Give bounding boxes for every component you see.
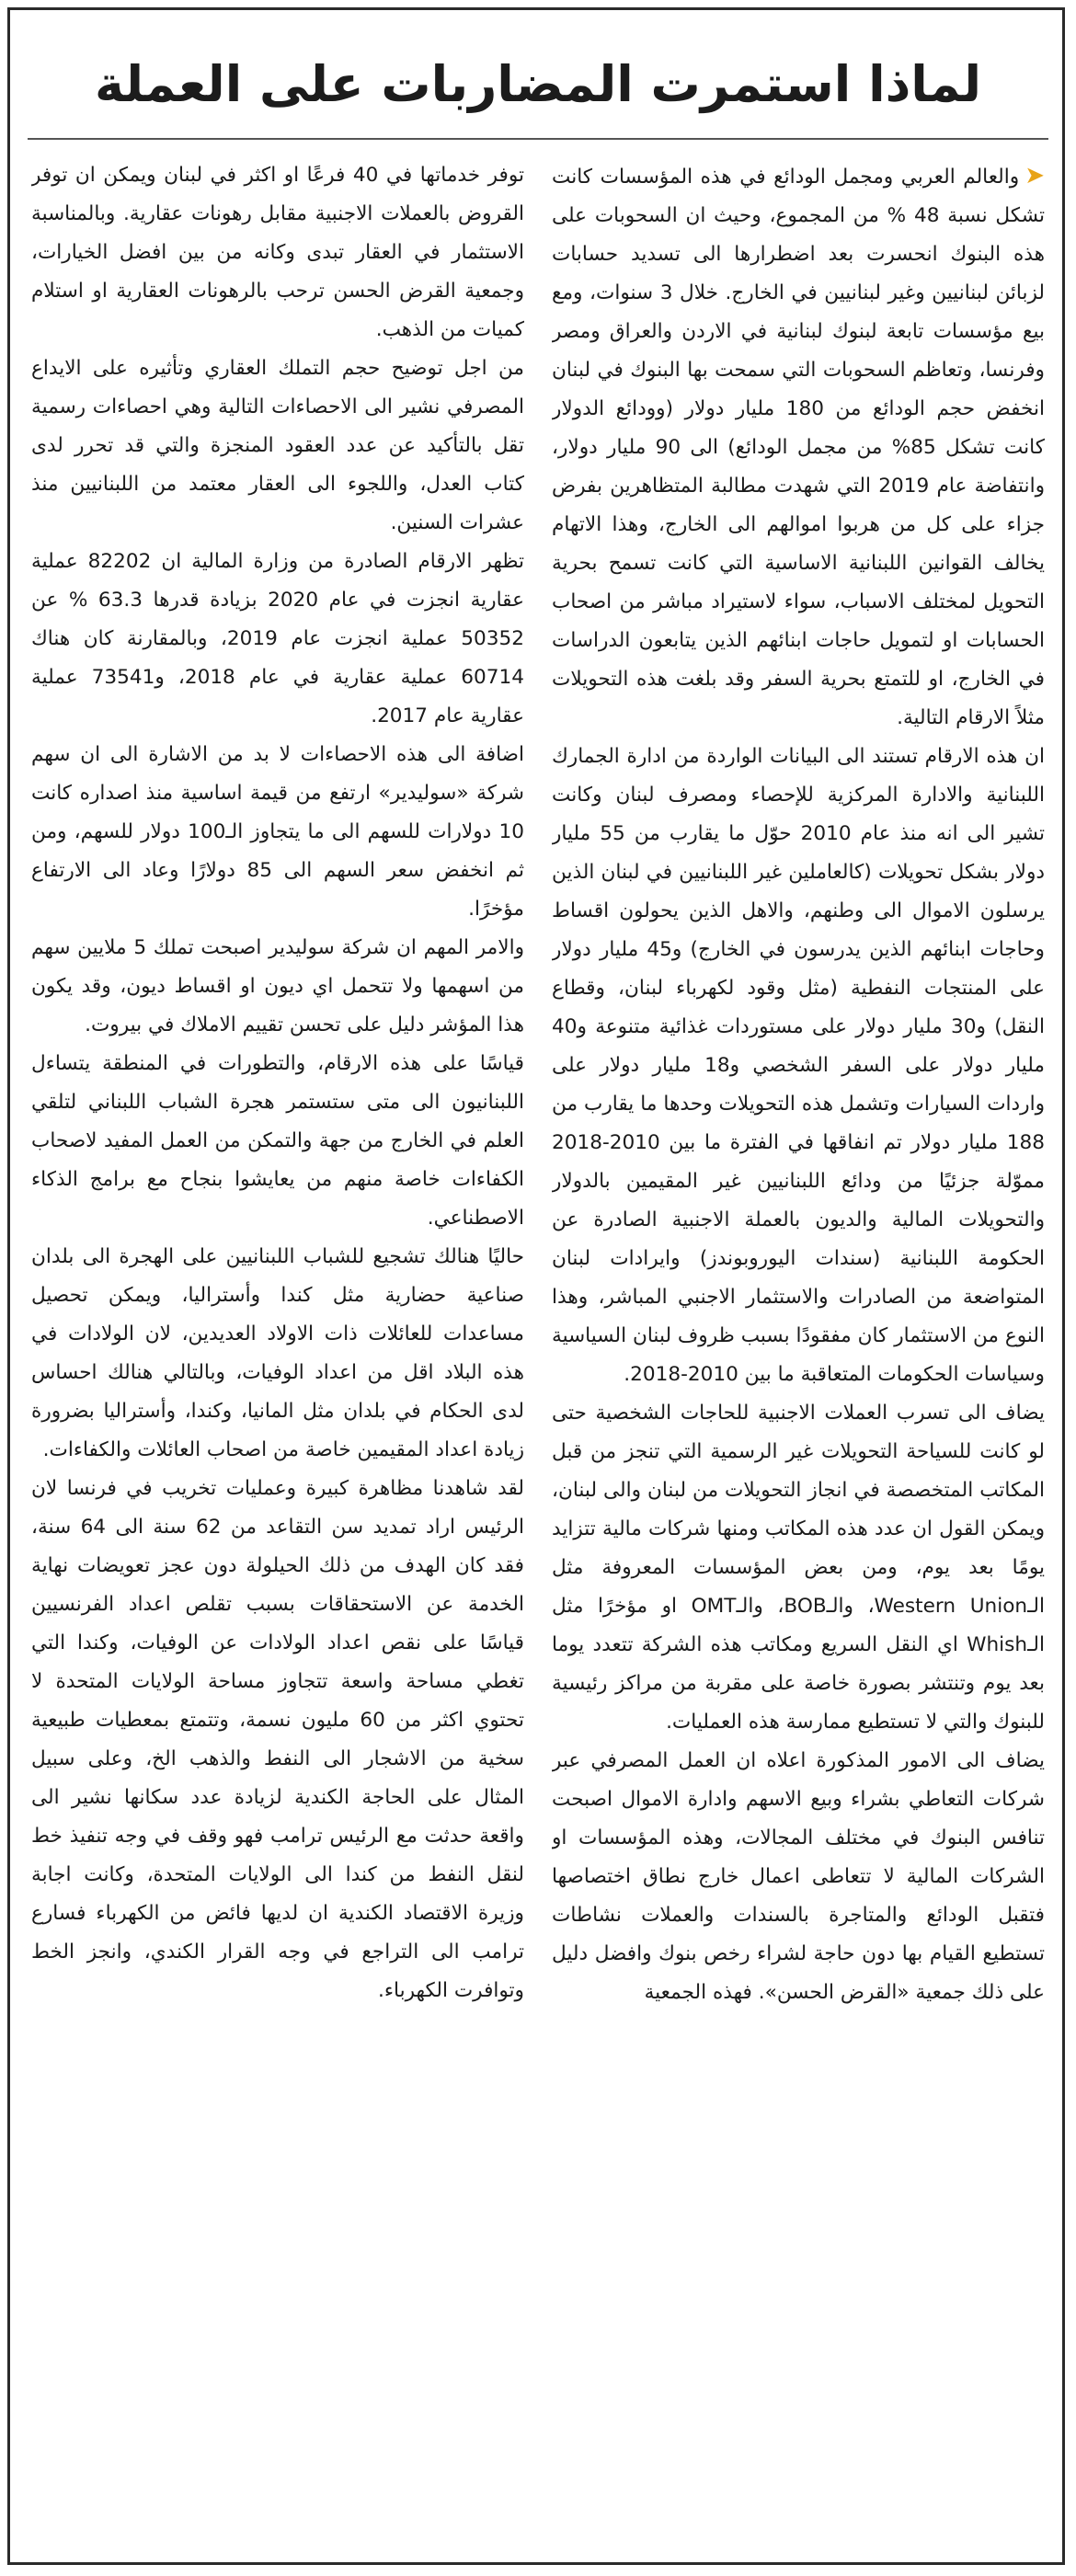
article-title: لماذا استمرت المضاربات على العملة bbox=[94, 55, 982, 113]
paragraph bbox=[552, 156, 1045, 738]
paragraph: ان هذه الارقام تستند الى البيانات الواردة من ادارة الجمارك اللبنانية والادارة المركزية للإحصاء ومصرف لبنان وكانت تشير الى انه منذ عام 2010 حوّل ما يقارب من 55 مليار دولار بشكل تحويلات (كالعاملين غير اللبنانيين في لبنان الذين يرسلون الاموال الى وطنهم، والاهل الذين يحولون اقساط وحاجات ابنائهم الذين يدرسون في الخارج) و45 مليار دولار على المنتجات النفطية (مثل وقود لكهرباء لبنان، وقطاع النقل) و30 مليار دولار على مستوردات غذائية متنوعة و40 مليار دولار على السفر الشخصي و18 مليار دولار على واردات السيارات وتشمل هذه التحويلات وحدها ما يقارب من 188 مليار دولار تم انفاقها في الفترة ما بين 2010-2018 مموّلة جزئيًا من ودائع اللبنانيين غير المقيمين بالدولار والتحويلات المالية والديون بالعملة الاجنبية الصادرة عن الحكومة اللبنانية (سندات اليوروبوندز) وايرادات لبنان المتواضعة من الصادرات والاستثمار الاجنبي المباشر، وهذا النوع من الاستثمار كان مفقودًا بسبب ظروف لبنان السياسية وسياسات الحكومات المتعاقبة ما بين 2010-2018. bbox=[552, 745, 1045, 1386]
paragraph-text: والعالم العربي ومجمل الودائع في هذه المؤسسات كانت تشكل نسبة 48 % من المجموع، وحيث ان السحوبات على هذه البنوك انحسرت بعد اضطرارها الى تسديد حسابات لزبائن لبنانيين وغير لبنانيين في الخارج. خلال 3 سنوات، ومع بيع مؤسسات تابعة لبنوك لبنانية في الاردن والعراق ومصر وفرنسا، وتعاظم السحوبات التي سمحت بها البنوك في لبنان انخفض حجم الودائع من 180 مليار دولار (وودائع الدولار كانت تشكل 85% من مجمل الودائع) الى 90 مليار دولار، وانتفاضة عام 2019 التي شهدت مطالبة المتظاهرين بفرض جزاء على كل من هربوا اموالهم الى الخارج، وهذا الاتهام يخالف القوانين اللبنانية الاساسية التي كانت تسمح بحرية التحويل لمختلف الاسباب، سواء لاستيراد مباشر من اصحاب الحسابات او لتمويل حاجات ابنائهم الذين يتابعون الدراسات في الخارج، او للتمتع بحرية السفر وقد بلغت هذه التحويلات مثلاً الارقام التالية. bbox=[552, 166, 1045, 729]
paragraph: لقد شاهدنا مظاهرة كبيرة وعمليات تخريب في فرنسا لان الرئيس اراد تمديد سن التقاعد من 62 سنة الى 64 سنة، فقد كان الهدف من ذلك الحيلولة دون عجز تعويضات نهاية الخدمة عن الاستحقاقات بسبب تقلص اعداد الفرنسيين قياسًا على نقص اعداد الولادات عن الوفيات، وكندا التي تغطي مساحة واسعة تتجاوز مساحة الولايات المتحدة لا تحتوي اكثر من 60 مليون نسمة، وتتمتع بمعطيات طبيعية سخية من الاشجار الى النفط والذهب الخ، وعلى سبيل المثال على الحاجة الكندية لزيادة عدد سكانها نشير الى واقعة حدثت مع الرئيس ترامب فهو وقف في وجه تنفيذ خط لنقل النفط من كندا الى الولايات المتحدة، وكانت اجابة وزيرة الاقتصاد الكندية ان لديها فائض من الكهرباء فسارع ترامب الى التراجع في وجه القرار الكندي، وانجز الخط وتوافرت الكهرباء. bbox=[31, 1477, 524, 2002]
arrow-icon: ➤ bbox=[1024, 162, 1045, 189]
paragraph: توفر خدماتها في 40 فرعًا او اكثر في لبنان ويمكن ان توفر القروض بالعملات الاجنبية مقابل رهونات عقارية. وبالمناسبة الاستثمار في العقار تبدى وكانه من بين افضل الخيارات، وجمعية القرض الحسن ترحب بالرهونات العقارية او استلام كميات من الذهب. bbox=[31, 164, 524, 341]
paragraph: قياسًا على هذه الارقام، والتطورات في المنطقة يتساءل اللبنانيون الى متى ستستمر هجرة الشباب اللبناني لتلقي العلم في الخارج من جهة والتمكن من العمل المفيد لاصحاب الكفاءات خاصة منهم من يعايشوا بنجاح مع برامج الذكاء الاصطناعي. bbox=[31, 1052, 524, 1230]
paragraph: يضاف الى الامور المذكورة اعلاه ان العمل المصرفي عبر شركات التعاطي بشراء وبيع الاسهم وادارة الاموال اصبحت تنافس البنوك في مختلف المجالات، وهذه المؤسسات او الشركات المالية لا تتعاطى اعمال خارج نطاق اختصاصها فتقبل الودائع والمتاجرة بالسندات والعملات نشاطات تستطيع القيام بها دون حاجة لشراء رخص بنوك وافضل دليل على ذلك جمعية «القرض الحسن». فهذه الجمعية bbox=[552, 1749, 1045, 2004]
article-body bbox=[31, 156, 1045, 2539]
title-divider bbox=[28, 138, 1048, 140]
paragraph: اضافة الى هذه الاحصاءات لا بد من الاشارة الى ان سهم شركة «سوليدير» ارتفع من قيمة اساسية منذ اصداره كانت 10 دولارات للسهم الى ما يتجاوز الـ100 دولار للسهم، ومن ثم انخفض سعر السهم الى 85 دولارًا وعاد الى الارتفاع مؤخرًا. bbox=[31, 743, 524, 921]
paragraph: يضاف الى تسرب العملات الاجنبية للحاجات الشخصية حتى لو كانت للسياحة التحويلات غير الرسمية التي تنجز من قبل المكاتب المتخصصة في انجاز التحويلات من لبنان والى لبنان، ويمكن القول ان عدد هذه المكاتب ومنها شركات مالية تتزايد يومًا بعد يوم، ومن بعض المؤسسات المعروفة مثل الـWestern Union، والـBOB، والـOMT او مؤخرًا مثل الـWhish اي النقل السريع ومكاتب هذه الشركة تتعدد يوما بعد يوم وتنتشر بصورة خاصة على مقربة من مراكز رئيسية للبنوك والتي لا تستطيع ممارسة هذه العمليات. bbox=[552, 1402, 1045, 1734]
paragraph: تظهر الارقام الصادرة من وزارة المالية ان 82202 عملية عقارية انجزت في عام 2020 بزيادة قدرها 63.3 % عن 50352 عملية انجزت عام 2019، وبالمقارنة كان هناك 60714 عملية عقارية في عام 2018، و73541 عملية عقارية عام 2017. bbox=[31, 550, 524, 727]
column-right bbox=[552, 156, 1045, 2539]
column-left bbox=[31, 156, 524, 2539]
paragraph: حاليًا هنالك تشجيع للشباب اللبنانيين على الهجرة الى بلدان صناعية حضارية مثل كندا وأستراليا، ويمكن تحصيل مساعدات للعائلات ذات الاولاد العديدين، لان الولادات في هذه البلاد اقل من اعداد الوفيات، وبالتالي هنالك احساس لدى الحكام في بلدان مثل المانيا، وكندا، وأستراليا بضرورة زيادة اعداد المقيمين خاصة من اصحاب العائلات والكفاءات. bbox=[31, 1245, 524, 1461]
paragraph: من اجل توضيح حجم التملك العقاري وتأثيره على الايداع المصرفي نشير الى الاحصاءات التالية وهي احصاءات رسمية تقل بالتأكيد عن عدد العقود المنجزة والتي قد تحرر لدى كتاب العدل، واللجوء الى العقار معتمد من اللبنانيين منذ عشرات السنين. bbox=[31, 357, 524, 534]
paragraph: والامر المهم ان شركة سوليدير اصبحت تملك 5 ملايين سهم من اسهمها ولا تتحمل اي ديون او اقساط ديون، وقد يكون هذا المؤشر دليل على تحسن تقييم الاملاك في بيروت. bbox=[31, 936, 524, 1036]
